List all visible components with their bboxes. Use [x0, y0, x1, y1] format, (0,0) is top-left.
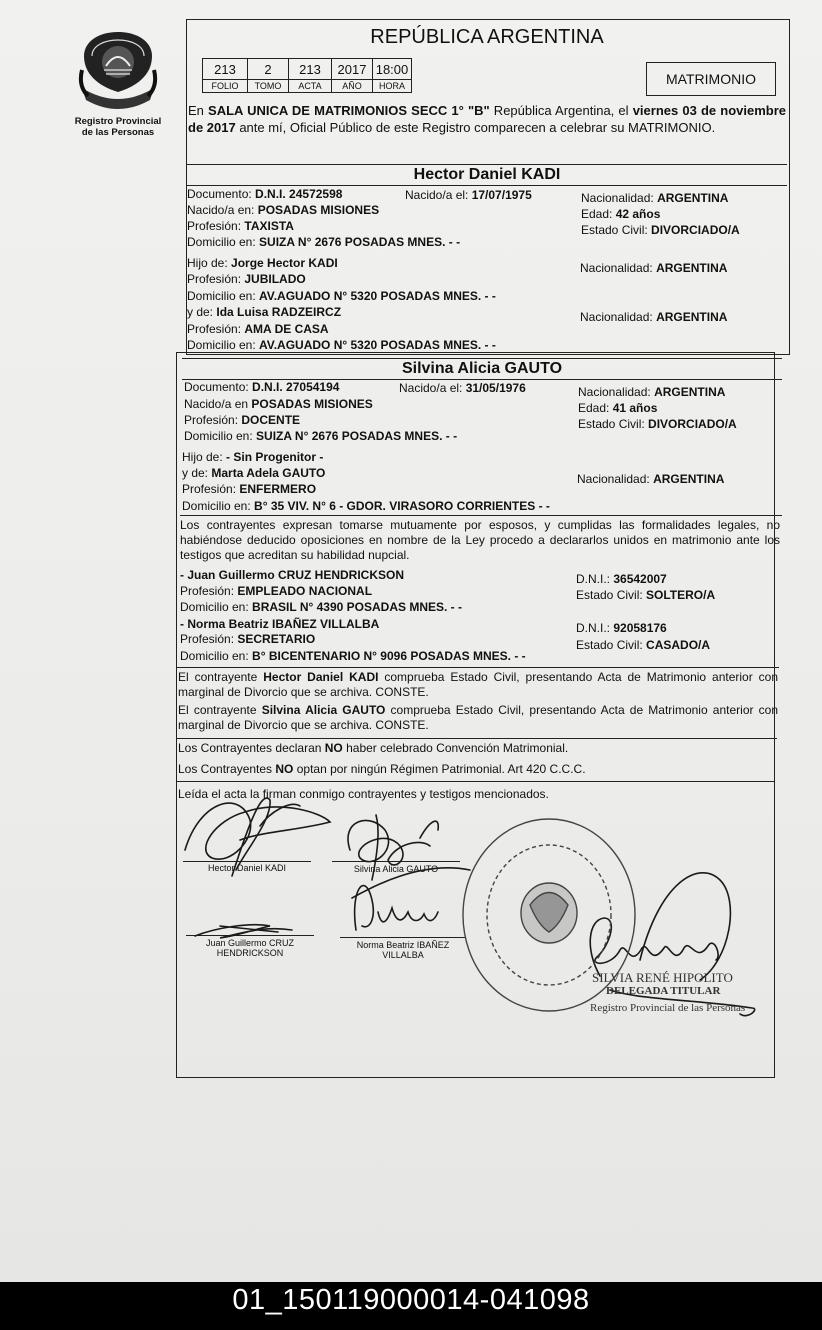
witness1-name: - Juan Guillermo CRUZ HENDRICKSON: [180, 568, 405, 582]
reading-note: Leída el acta la firman conmigo contrayentes y testigos mencionados.: [178, 787, 549, 801]
spouse1-mother: y de: Ida Luisa RADZEIRCZ: [187, 305, 342, 319]
document-barcode-id: 01_150119000014-041098: [232, 1284, 590, 1316]
declaration-paragraph: Los contrayentes expresan tomarse mutuamente por esposos, y cumplidas las formalidades legales, no habiéndose deducido oposiciones en nombre de la Ley procedo a declararlos unidos en matrimonio ante los testigos que acreditan su habilidad nupcial.: [180, 518, 780, 562]
acta-value: 213: [289, 59, 332, 80]
witness1-profession: Profesión: EMPLEADO NACIONAL: [180, 584, 373, 598]
spouse2-name-header: Silvina Alicia GAUTO: [182, 358, 782, 380]
spouse1-civil-status: Estado Civil: DIVORCIADO/A: [581, 223, 740, 237]
spouse1-father-profession: Profesión: JUBILADO: [187, 272, 306, 286]
act-type-box: MATRIMONIO: [646, 62, 776, 96]
spouse2-age: Edad: 41 años: [578, 401, 658, 415]
spouse1-address: Domicilio en: SUIZA N° 2676 POSADAS MNES. - -: [187, 235, 461, 249]
intro-paragraph: En SALA UNICA DE MATRIMONIOS SECC 1° "B" República Argentina, el viernes 03 de noviembre de 2017 ante mí, Oficial Público de este Registro comparecen a celebrar su MATRIMONIO.: [188, 103, 786, 135]
folio-value: 213: [203, 59, 248, 80]
civil-status-note-2: El contrayente Silvina Alicia GAUTO comprueba Estado Civil, presentando Acta de Matrimonio anterior con marginal de Divorcio que se archiva. CONSTE.: [178, 703, 779, 732]
signature-name-witness1: Juan Guillermo CRUZ HENDRICKSON: [205, 938, 295, 958]
witness1-civil-status: Estado Civil: SOLTERO/A: [576, 588, 716, 602]
spouse2-civil-status: Estado Civil: DIVORCIADO/A: [578, 417, 737, 431]
logo-subtitle: Registro Provincial de las Personas: [74, 116, 162, 138]
acta-label: ACTA: [289, 80, 332, 93]
spouse1-mother-address: Domicilio en: AV.AGUADO N° 5320 POSADAS MNES. - -: [187, 338, 496, 352]
year-label: AÑO: [332, 80, 373, 93]
tomo-label: TOMO: [248, 80, 289, 93]
convention-note: Los Contrayentes declaran NO haber celebrado Convención Matrimonial.: [178, 741, 569, 755]
spouse1-father-nationality: Nacionalidad: ARGENTINA: [580, 261, 728, 275]
spouse1-mother-profession: Profesión: AMA DE CASA: [187, 322, 329, 336]
tomo-value: 2: [248, 59, 289, 80]
spouse1-name-header: Hector Daniel KADI: [187, 164, 787, 186]
spouse2-profession: Profesión: DOCENTE: [184, 413, 301, 427]
hour-value: 18:00: [373, 59, 412, 80]
official-role: DELEGADA TITULAR: [606, 985, 721, 997]
spouse1-age: Edad: 42 años: [581, 207, 661, 221]
witness2-name: - Norma Beatriz IBAÑEZ VILLALBA: [180, 617, 380, 631]
spouse2-birthdate: Nacido/a el: 31/05/1976: [399, 381, 526, 395]
witness2-civil-status: Estado Civil: CASADO/A: [576, 638, 711, 652]
spouse2-father: Hijo de: - Sin Progenitor -: [182, 450, 324, 464]
official-name: SILVIA RENÉ HIPOLITO: [592, 970, 733, 985]
witness2-address: Domicilio en: B° BICENTENARIO N° 9096 POSADAS MNES. - -: [180, 649, 526, 663]
spouse2-mother-nationality: Nacionalidad: ARGENTINA: [577, 472, 725, 486]
spouse2-mother-address: Domicilio en: B° 35 VIV. N° 6 - GDOR. VIRASORO CORRIENTES - -: [182, 499, 550, 513]
spouse1-mother-nationality: Nacionalidad: ARGENTINA: [580, 310, 728, 324]
spouse2-address: Domicilio en: SUIZA N° 2676 POSADAS MNES. - -: [184, 429, 458, 443]
spouse2-mother-profession: Profesión: ENFERMERO: [182, 482, 317, 496]
folio-label: FOLIO: [203, 80, 248, 93]
year-value: 2017: [332, 59, 373, 80]
witness2-profession: Profesión: SECRETARIO: [180, 632, 316, 646]
signature-name-witness2: Norma Beatriz IBAÑEZ VILLALBA: [356, 940, 450, 960]
spouse2-mother: y de: Marta Adela GAUTO: [182, 466, 326, 480]
spouse1-profession: Profesión: TAXISTA: [187, 219, 294, 233]
spouse1-father-address: Domicilio en: AV.AGUADO N° 5320 POSADAS MNES. - -: [187, 289, 496, 303]
witness1-address: Domicilio en: BRASIL N° 4390 POSADAS MNES. - -: [180, 600, 462, 614]
official-organization: Registro Provincial de las Personas: [590, 1002, 746, 1014]
spouse2-document: Documento: D.N.I. 27054194: [184, 380, 340, 394]
patrimonial-regime-note: Los Contrayentes NO optan por ningún Régimen Patrimonial. Art 420 C.C.C.: [178, 762, 586, 776]
witness2-dni: D.N.I.: 92058176: [576, 621, 667, 635]
hour-label: HORA: [373, 80, 412, 93]
document-title: REPÚBLICA ARGENTINA: [370, 26, 604, 48]
signature-name-spouse1: Hector Daniel KADI: [207, 863, 287, 873]
spouse1-document: Documento: D.N.I. 24572598: [187, 187, 343, 201]
spouse1-nationality: Nacionalidad: ARGENTINA: [581, 191, 729, 205]
witness1-dni: D.N.I.: 36542007: [576, 572, 667, 586]
spouse1-father: Hijo de: Jorge Hector KADI: [187, 256, 338, 270]
spouse1-birthdate: Nacido/a el: 17/07/1975: [405, 188, 532, 202]
spouse2-nationality: Nacionalidad: ARGENTINA: [578, 385, 726, 399]
spouse2-birthplace: Nacido/a en POSADAS MISIONES: [184, 397, 373, 411]
signature-name-spouse2: Silvina Alicia GAUTO: [353, 864, 439, 874]
spouse1-birthplace: Nacido/a en: POSADAS MISIONES: [187, 203, 380, 217]
civil-status-note-1: El contrayente Hector Daniel KADI comprueba Estado Civil, presentando Acta de Matrimonio anterior con marginal de Divorcio que se archiva. CONSTE.: [178, 670, 778, 699]
